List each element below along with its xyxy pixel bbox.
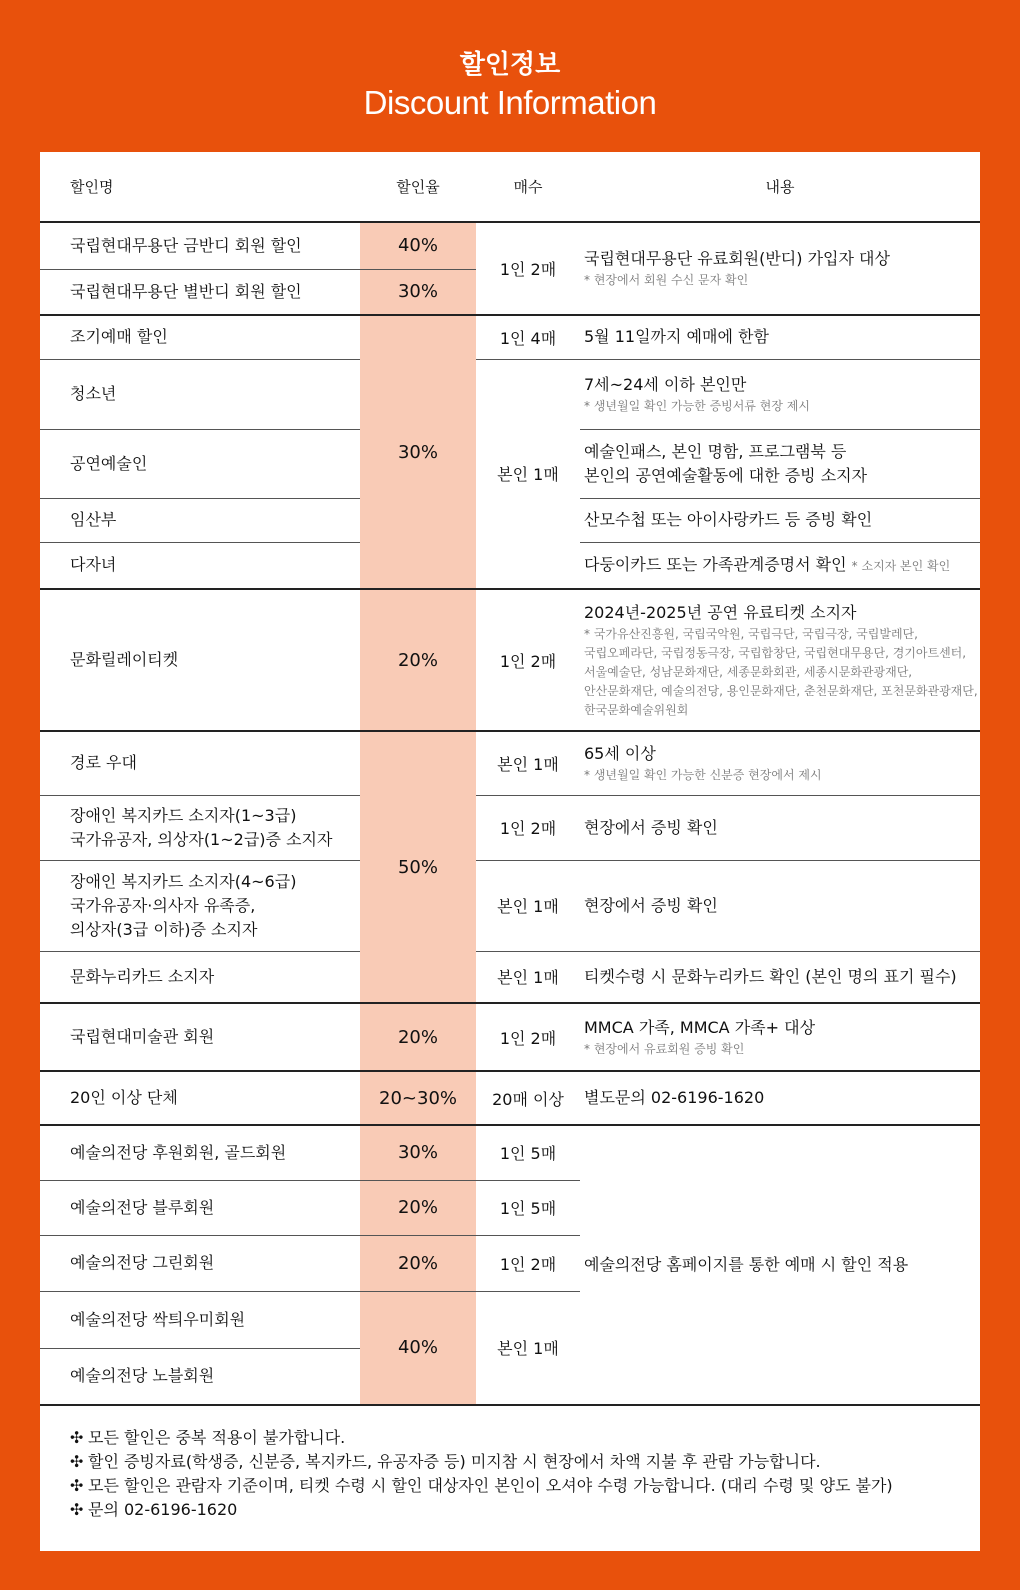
table-row xyxy=(40,359,980,429)
desc-text: 2024년-2025년 공연 유료티켓 소지자 xyxy=(584,602,857,622)
note-item: ✣ 문의 02-6196-1620 xyxy=(70,1498,950,1522)
desc-note: * 국가유산진흥원, 국립국악원, 국립극단, 국립극장, 국립발레단, xyxy=(584,626,918,641)
discount-desc xyxy=(580,542,980,589)
name-line: 국가유공자, 의상자(1~2급)증 소지자 xyxy=(70,829,333,849)
discount-name: 예술의전당 그린회원 xyxy=(40,1235,360,1291)
discount-desc xyxy=(580,589,980,731)
ticket-qty: 본인 1매 xyxy=(476,359,580,589)
desc-text: 국립현대무용단 유료회원(반디) 가입자 대상 xyxy=(584,249,890,268)
desc-note: * 현장에서 유료회원 증빙 확인 xyxy=(584,1041,745,1056)
discount-rate: 40% xyxy=(360,222,476,269)
name-line: 장애인 복지카드 소지자(4~6급) xyxy=(70,871,297,891)
ticket-qty: 1인 2매 xyxy=(476,589,580,731)
ticket-qty: 1인 2매 xyxy=(476,1003,580,1071)
table-row xyxy=(40,315,980,359)
discount-desc: 예술의전당 홈페이지를 통한 예매 시 할인 적용 xyxy=(580,1125,980,1405)
discount-name xyxy=(40,860,360,951)
discount-name: 공연예술인 xyxy=(40,429,360,498)
desc-text: 본인의 공연예술활동에 대한 증빙 소지자 xyxy=(584,465,868,485)
discount-name: 국립현대무용단 금반디 회원 할인 xyxy=(40,222,360,269)
discount-desc: 5월 11일까지 예매에 한함 xyxy=(580,315,980,359)
discount-desc xyxy=(580,222,980,315)
discount-rate: 40% xyxy=(360,1291,476,1405)
ticket-qty: 1인 5매 xyxy=(476,1180,580,1235)
discount-desc: 현장에서 증빙 확인 xyxy=(580,795,980,860)
ticket-qty: 본인 1매 xyxy=(476,860,580,951)
discount-desc xyxy=(580,731,980,795)
note-item: ✣ 모든 할인은 중복 적용이 불가합니다. xyxy=(70,1426,950,1450)
discount-desc: 현장에서 증빙 확인 xyxy=(580,860,980,951)
discount-rate: 30% xyxy=(360,269,476,315)
desc-note: 서울예술단, 성남문화재단, 세종문화회관, 세종시문화관광재단, xyxy=(584,664,913,679)
column-header-rate: 할인율 xyxy=(360,152,476,222)
ticket-qty: 본인 1매 xyxy=(476,951,580,1003)
desc-text: MMCA 가족, MMCA 가족+ 대상 xyxy=(584,1017,816,1037)
ticket-qty: 1인 4매 xyxy=(476,315,580,359)
ticket-qty: 1인 2매 xyxy=(476,795,580,860)
table-row xyxy=(40,1125,980,1180)
desc-note: * 생년월일 확인 가능한 신분증 현장에서 제시 xyxy=(584,767,822,782)
notes-section xyxy=(40,1406,980,1522)
discount-name: 경로 우대 xyxy=(40,731,360,795)
discount-name: 예술의전당 블루회원 xyxy=(40,1180,360,1235)
page-header xyxy=(0,0,1020,152)
discount-desc xyxy=(580,1003,980,1071)
discount-rate: 30% xyxy=(360,315,476,589)
ticket-qty: 본인 1매 xyxy=(476,731,580,795)
discount-table xyxy=(40,152,980,1406)
ticket-qty: 본인 1매 xyxy=(476,1291,580,1405)
column-header-desc: 내용 xyxy=(580,152,980,222)
desc-text: 예술인패스, 본인 명함, 프로그램북 등 xyxy=(584,441,847,461)
discount-name: 임산부 xyxy=(40,498,360,542)
discount-name: 20인 이상 단체 xyxy=(40,1071,360,1125)
table-row xyxy=(40,731,980,795)
discount-desc xyxy=(580,429,980,498)
bullet-icon: ✣ xyxy=(70,1452,84,1471)
name-line: 의상자(3급 이하)증 소지자 xyxy=(70,919,258,939)
desc-note: * 현장에서 회원 수신 문자 확인 xyxy=(584,273,749,287)
discount-desc: 티켓수령 시 문화누리카드 확인 (본인 명의 표기 필수) xyxy=(580,951,980,1003)
bullet-icon: ✣ xyxy=(70,1476,84,1495)
discount-name: 예술의전당 후원회원, 골드회원 xyxy=(40,1125,360,1180)
desc-text: 다둥이카드 또는 가족관계증명서 확인 xyxy=(584,554,847,574)
discount-rate: 20% xyxy=(360,1235,476,1291)
discount-rate: 20% xyxy=(360,589,476,731)
discount-desc: 별도문의 02-6196-1620 xyxy=(580,1071,980,1125)
discount-rate: 20% xyxy=(360,1003,476,1071)
page-title-english: Discount Information xyxy=(363,84,657,121)
name-line: 장애인 복지카드 소지자(1~3급) xyxy=(70,805,297,825)
page-title-korean: 할인정보 xyxy=(459,50,561,80)
discount-name: 예술의전당 싹틔우미회원 xyxy=(40,1291,360,1348)
table-row xyxy=(40,860,980,951)
table-row xyxy=(40,222,980,269)
column-header-qty: 매수 xyxy=(476,152,580,222)
ticket-qty: 1인 2매 xyxy=(476,1235,580,1291)
discount-name: 청소년 xyxy=(40,359,360,429)
discount-rate: 20~30% xyxy=(360,1071,476,1125)
table-row xyxy=(40,1003,980,1071)
note-item: ✣ 모든 할인은 관람자 기준이며, 티켓 수령 시 할인 대상자인 본인이 오셔야 수령 가능합니다. (대리 수령 및 양도 불가) xyxy=(70,1474,950,1498)
discount-name: 국립현대무용단 별반디 회원 할인 xyxy=(40,269,360,315)
desc-text: 65세 이상 xyxy=(584,743,656,763)
bullet-icon: ✣ xyxy=(70,1500,84,1519)
desc-note: * 소지자 본인 확인 xyxy=(851,558,951,573)
discount-name: 문화릴레이티켓 xyxy=(40,589,360,731)
discount-name: 국립현대미술관 회원 xyxy=(40,1003,360,1071)
name-line: 국가유공자·의사자 유족증, xyxy=(70,895,256,915)
ticket-qty: 20매 이상 xyxy=(476,1071,580,1125)
table-row xyxy=(40,589,980,731)
table-row xyxy=(40,1071,980,1125)
discount-desc xyxy=(580,359,980,429)
discount-rate: 50% xyxy=(360,731,476,1003)
bullet-icon: ✣ xyxy=(70,1428,84,1447)
ticket-qty: 1인 5매 xyxy=(476,1125,580,1180)
note-item: ✣ 할인 증빙자료(학생증, 신분증, 복지카드, 유공자증 등) 미지참 시 현장에서 차액 지불 후 관람 가능합니다. xyxy=(70,1450,950,1474)
discount-table-panel xyxy=(40,152,980,1551)
desc-text: 7세~24세 이하 본인만 xyxy=(584,374,747,394)
table-row xyxy=(40,795,980,860)
column-header-name: 할인명 xyxy=(40,152,360,222)
discount-name: 문화누리카드 소지자 xyxy=(40,951,360,1003)
discount-desc: 산모수첩 또는 아이사랑카드 등 증빙 확인 xyxy=(580,498,980,542)
desc-note: 안산문화재단, 예술의전당, 용인문화재단, 춘천문화재단, 포천문화관광재단, xyxy=(584,683,978,698)
desc-note: * 생년월일 확인 가능한 증빙서류 현장 제시 xyxy=(584,398,810,413)
desc-note: 국립오페라단, 국립정동극장, 국립합창단, 국립현대무용단, 경기아트센터, xyxy=(584,645,967,660)
desc-note: 한국문화예술위원회 xyxy=(584,702,689,717)
discount-name: 예술의전당 노블회원 xyxy=(40,1348,360,1405)
table-row xyxy=(40,951,980,1003)
discount-name xyxy=(40,795,360,860)
discount-rate: 20% xyxy=(360,1180,476,1235)
discount-name: 다자녀 xyxy=(40,542,360,589)
discount-name: 조기예매 할인 xyxy=(40,315,360,359)
ticket-qty: 1인 2매 xyxy=(476,222,580,315)
table-header-row xyxy=(40,152,980,222)
discount-rate: 30% xyxy=(360,1125,476,1180)
